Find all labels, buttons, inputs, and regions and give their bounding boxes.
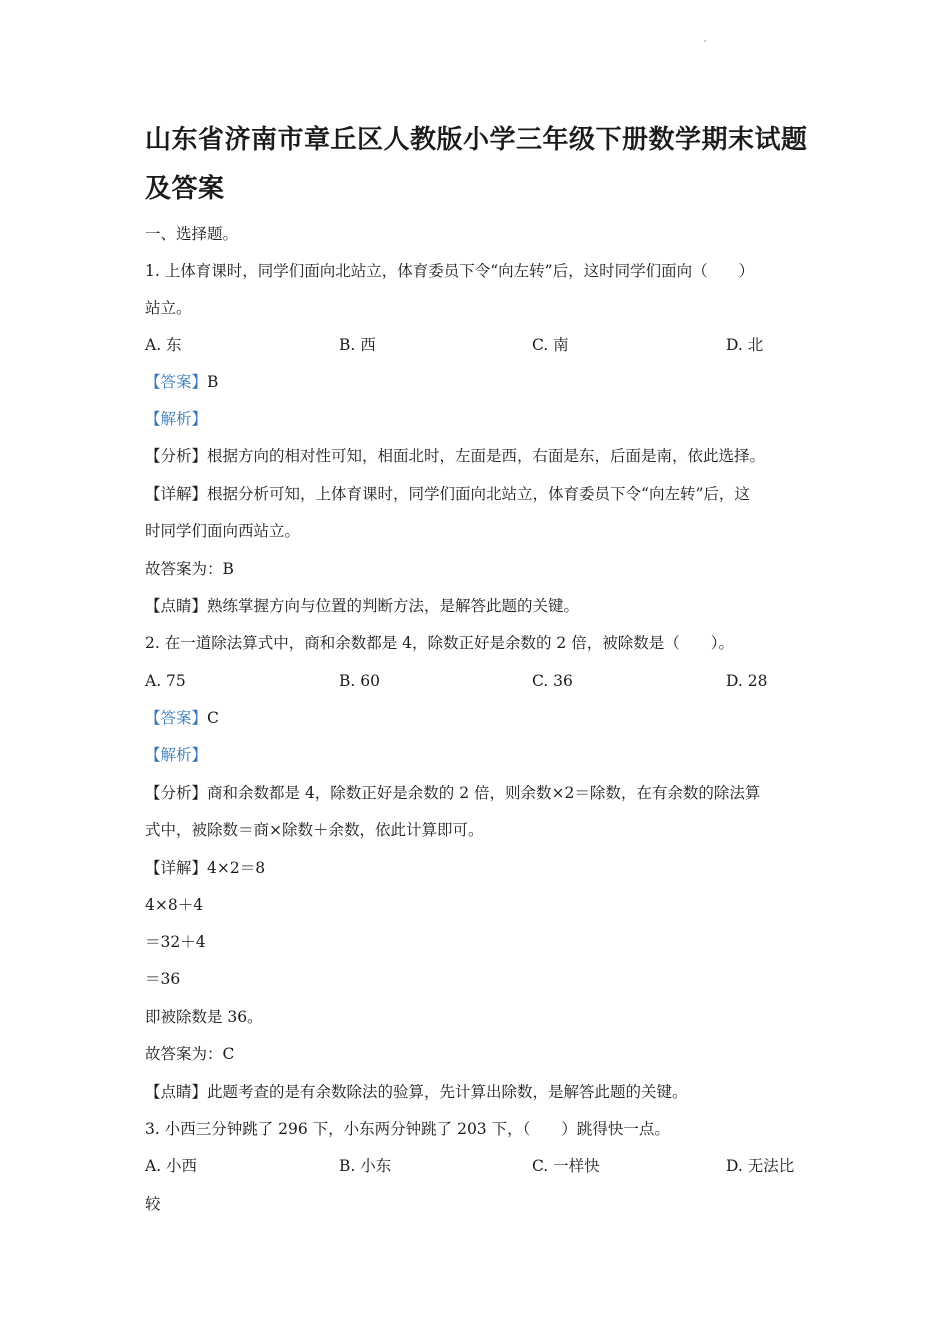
q2-option-c: C. 36 — [532, 672, 573, 690]
q2-xiangjie — [145, 857, 265, 879]
q1-answer-tag: 【答案】 — [145, 373, 208, 391]
q1-xiangjie-line-1 — [145, 483, 750, 505]
q3-option-c: C. 一样快 — [532, 1157, 600, 1175]
q2-option-b: B. 60 — [339, 672, 380, 690]
section-heading: 一、选择题。 — [145, 225, 239, 243]
q2-xiangjie-text: 4×2＝8 — [207, 859, 266, 877]
q2-calc-line-1: 4×8＋4 — [145, 896, 204, 914]
q2-dianjing-tag: 【点睛】 — [145, 1083, 208, 1101]
q2-fenxi-line-2: 式中，被除数＝商×除数＋余数，依此计算即可。 — [145, 821, 484, 839]
q2-answer-value: C — [207, 709, 219, 727]
q1-final-answer: 故答案为：B — [145, 560, 234, 578]
q2-calc-line-3: ＝36 — [145, 970, 181, 988]
q1-dianjing — [145, 595, 579, 617]
document-title-line-2: 及答案 — [145, 174, 225, 204]
q2-jiexi-tag: 【解析】 — [145, 746, 208, 764]
q1-dianjing-tag: 【点睛】 — [145, 597, 208, 615]
q3-stem: 3. 小西三分钟跳了 296 下，小东两分钟跳了 203 下，（ ）跳得快一点。 — [145, 1120, 670, 1138]
document-title-line-1: 山东省济南市章丘区人教版小学三年级下册数学期末试题 — [145, 125, 808, 155]
q1-fenxi — [145, 445, 765, 467]
q1-option-b: B. 西 — [339, 336, 376, 354]
q2-fenxi-tag: 【分析】 — [145, 784, 208, 802]
q2-answer — [145, 707, 219, 729]
q1-jiexi-tag: 【解析】 — [145, 410, 208, 428]
q2-option-a: A. 75 — [145, 672, 186, 690]
q1-fenxi-text: 根据方向的相对性可知，相面北时，左面是西，右面是东，后面是南，依此选择。 — [207, 447, 766, 465]
q1-answer-value: B — [207, 373, 219, 391]
q1-dianjing-text: 熟练掌握方向与位置的判断方法，是解答此题的关键。 — [207, 597, 580, 615]
q3-option-d: D. 无法比 — [726, 1157, 795, 1175]
q3-option-d-wrap: 较 — [145, 1195, 161, 1213]
q3-option-b: B. 小东 — [339, 1157, 392, 1175]
q1-stem-line-1: 1. 上体育课时，同学们面向北站立，体育委员下令“向左转”后，这时同学们面向（ ） — [145, 262, 755, 280]
q1-stem-line-2: 站立。 — [145, 299, 192, 317]
q2-fenxi-text: 商和余数都是 4，除数正好是余数的 2 倍，则余数×2＝除数，在有余数的除法算 — [207, 784, 761, 802]
q2-option-d: D. 28 — [726, 672, 768, 690]
q2-dianjing — [145, 1081, 688, 1103]
q1-xiangjie-line-2: 时同学们面向西站立。 — [145, 522, 301, 540]
q1-xiangjie-text: 根据分析可知，上体育课时，同学们面向北站立，体育委员下令“向左转”后，这 — [207, 485, 750, 503]
page-mark — [704, 40, 706, 42]
q3-option-a: A. 小西 — [145, 1157, 198, 1175]
q1-xiangjie-tag: 【详解】 — [145, 485, 208, 503]
q1-fenxi-tag: 【分析】 — [145, 447, 208, 465]
q2-final-answer: 故答案为：C — [145, 1045, 235, 1063]
q2-conclusion: 即被除数是 36。 — [145, 1008, 263, 1026]
q2-xiangjie-tag: 【详解】 — [145, 859, 208, 877]
q1-option-c: C. 南 — [532, 336, 569, 354]
q2-stem: 2. 在一道除法算式中，商和余数都是 4，除数正好是余数的 2 倍，被除数是（ ）。 — [145, 634, 734, 652]
q1-answer — [145, 371, 218, 393]
q1-option-d: D. 北 — [726, 336, 764, 354]
q2-calc-line-2: ＝32＋4 — [145, 933, 206, 951]
q2-answer-tag: 【答案】 — [145, 709, 208, 727]
q2-fenxi-line-1 — [145, 782, 760, 804]
q1-option-a: A. 东 — [145, 336, 182, 354]
q2-dianjing-text: 此题考查的是有余数除法的验算，先计算出除数，是解答此题的关键。 — [207, 1083, 688, 1101]
